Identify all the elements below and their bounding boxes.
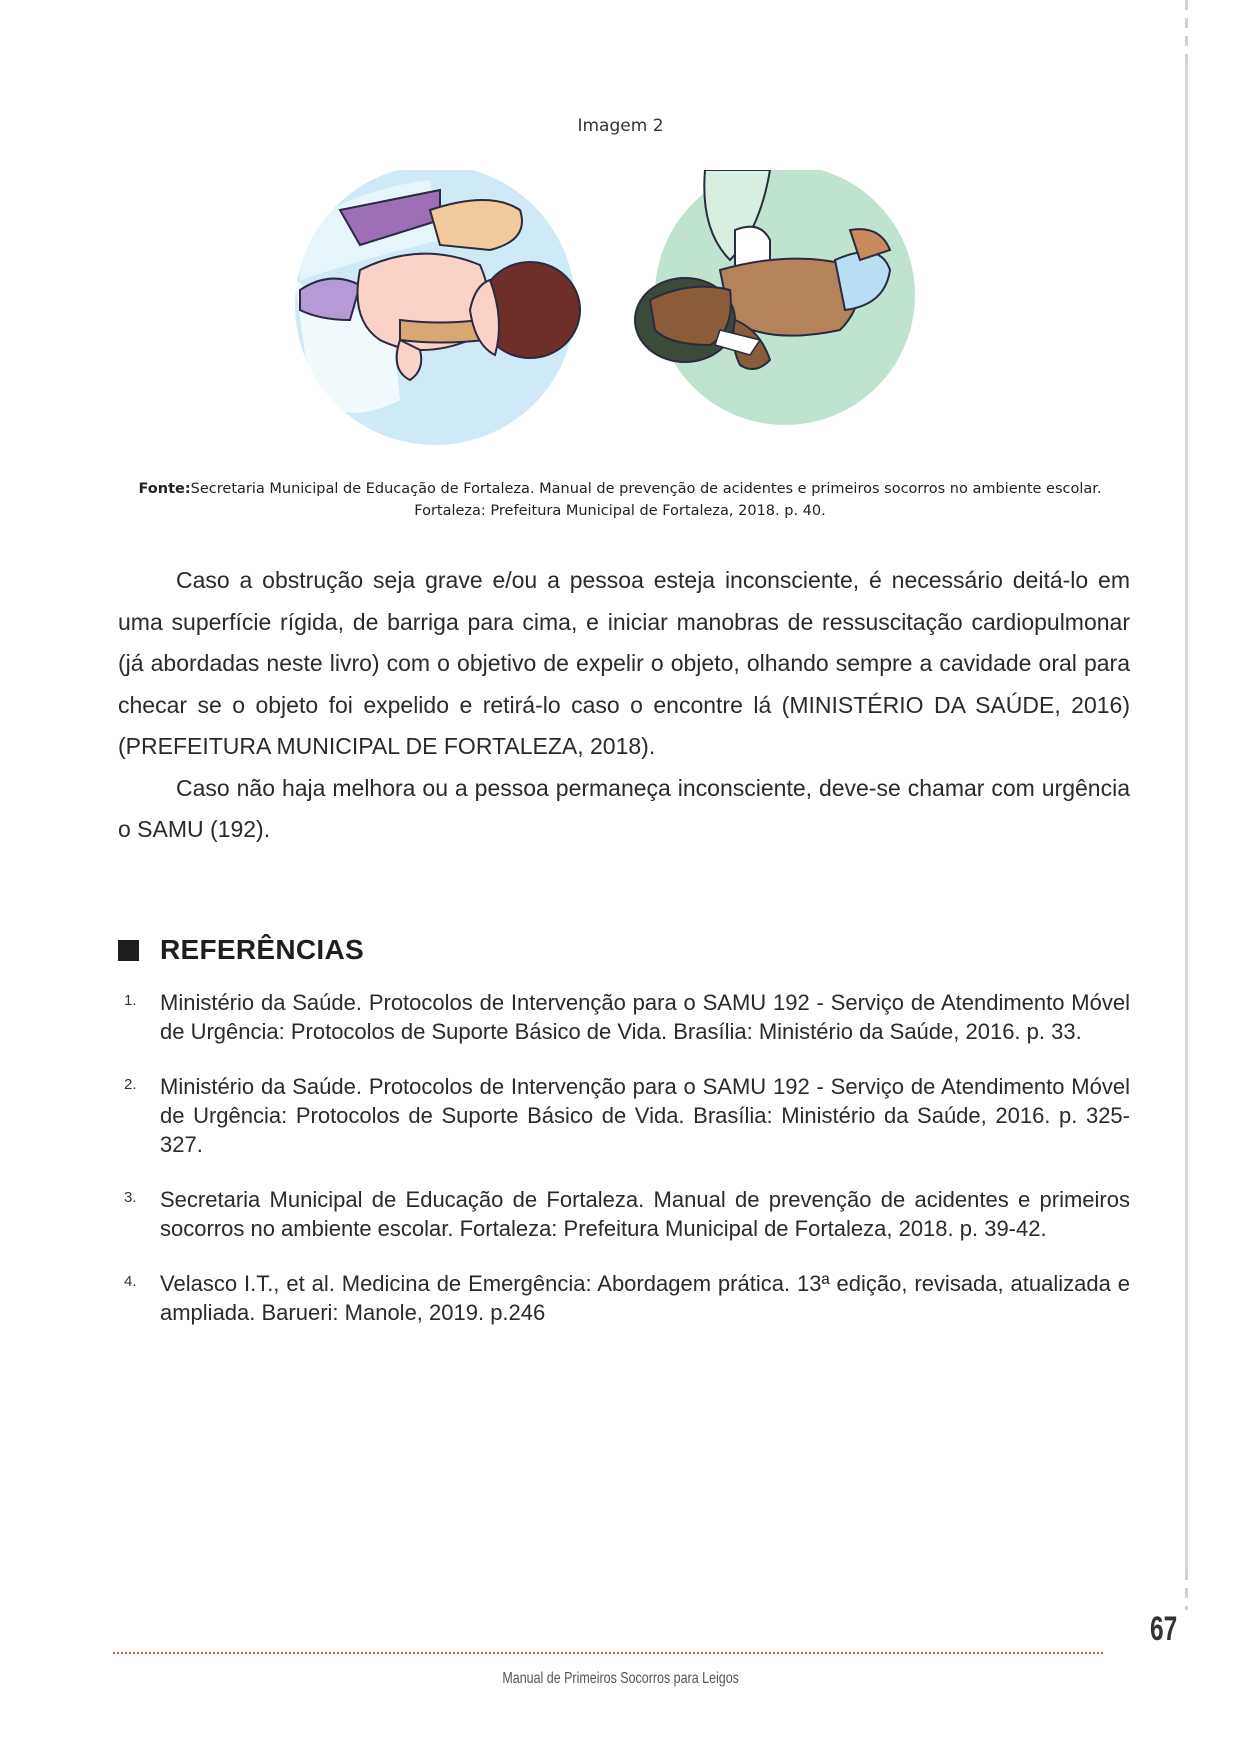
reference-item (118, 988, 1130, 1046)
reference-number: 1. (124, 992, 137, 1009)
references-list (118, 988, 1130, 1353)
reference-item (118, 1072, 1130, 1159)
reference-number: 3. (124, 1189, 137, 1206)
right-margin-dashes (1185, 0, 1188, 60)
page-number: 67 (1150, 1610, 1178, 1648)
figure-illustration (290, 170, 1010, 470)
body-text (118, 560, 1130, 851)
reference-item (118, 1269, 1130, 1327)
infant-chest-compressions-illustration (635, 170, 915, 425)
source-line-1: Secretaria Municipal de Educação de Fortaleza. Manual de prevenção de acidentes e primeiros socorros no ambiente escolar. (190, 481, 1102, 497)
reference-text: Secretaria Municipal de Educação de Fortaleza. Manual de prevenção de acidentes e primeiros socorros no ambiente escolar. Fortaleza: Prefeitura Municipal de Fortaleza, 2018. p. 39-42. (160, 1187, 1130, 1241)
right-margin-rule (1185, 60, 1188, 1570)
reference-text: Ministério da Saúde. Protocolos de Intervenção para o SAMU 192 - Serviço de Atendimento Móvel de Urgência: Protocolos de Suporte Básico de Vida. Brasília: Ministério da Saúde, 2016. p. 33. (160, 990, 1130, 1044)
reference-number: 2. (124, 1076, 137, 1093)
reference-item (118, 1185, 1130, 1243)
paragraph: Caso não haja melhora ou a pessoa permaneça inconsciente, deve-se chamar com urgência o SAMU (192). (118, 774, 1130, 842)
source-line-2: Fortaleza: Prefeitura Municipal de Fortaleza, 2018. p. 40. (414, 503, 826, 519)
heading-square-icon (118, 940, 139, 961)
paragraph: Caso a obstrução seja grave e/ou a pessoa esteja inconsciente, é necessário deitá-lo em uma superfície rígida, de barriga para cima, e iniciar manobras de ressuscitação cardiopulmonar (já abordadas neste livro) com o objetivo de expelir o objeto, olhando sempre a cavidade oral para checar se o objeto foi expelido e retirá-lo caso o encontre lá (MINISTÉRIO DA SAÚDE, 2016) (PREFEITURA MUNICIPAL DE FORTALEZA, 2018). (118, 567, 1130, 759)
footer-book-title (0, 1670, 1241, 1688)
footer-book-title-text: Manual de Primeiros Socorros para Leigos (502, 1670, 739, 1687)
references-title: REFERÊNCIAS (160, 934, 364, 965)
reference-number: 4. (124, 1273, 137, 1290)
reference-text: Ministério da Saúde. Protocolos de Intervenção para o SAMU 192 - Serviço de Atendimento Móvel de Urgência: Protocolos de Suporte Básico de Vida. Brasília: Ministério da Saúde, 2016. p. 325-327. (160, 1074, 1130, 1157)
footer-divider (113, 1652, 1103, 1654)
references-heading (118, 930, 364, 970)
figure-label: Imagem 2 (577, 116, 664, 136)
figure-source (110, 478, 1130, 522)
reference-text: Velasco I.T., et al. Medicina de Emergência: Abordagem prática. 13ª edição, revisada, atualizada e ampliada. Barueri: Manole, 2019. p.246 (160, 1271, 1130, 1325)
infant-back-blows-illustration (295, 170, 580, 445)
right-margin-dashes-bottom (1185, 1570, 1188, 1610)
source-prefix: Fonte: (138, 481, 191, 497)
